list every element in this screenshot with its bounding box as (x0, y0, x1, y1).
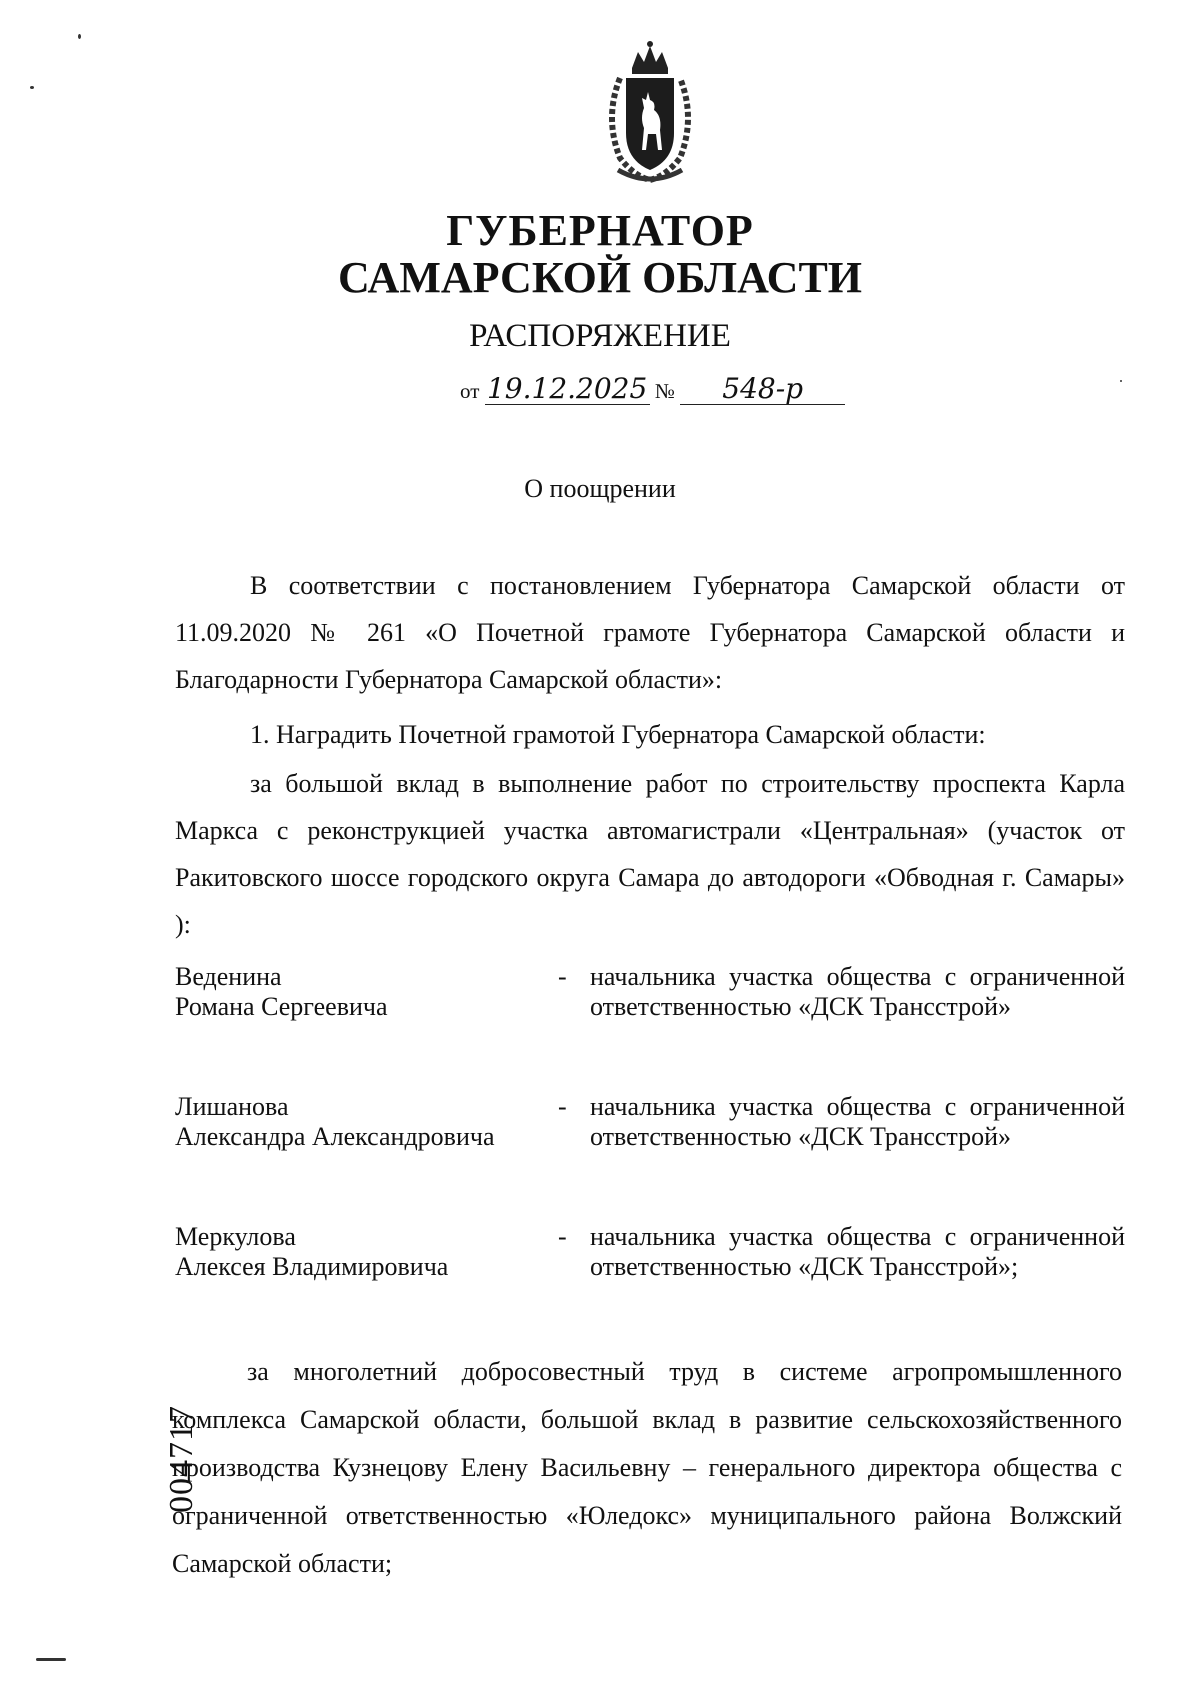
recipient-position: начальника участка общества с ограниченной ответственностью «ДСК Трансстрой» (590, 962, 1125, 1021)
scan-speck (78, 34, 81, 39)
recipient-given-names: Алексея Владимировича (175, 1252, 449, 1281)
recipient-surname: Меркулова (175, 1222, 296, 1251)
document-type: РАСПОРЯЖЕНИЕ (469, 318, 731, 354)
recipient-surname: Веденина (175, 962, 282, 991)
recipient-name (175, 1092, 555, 1152)
award-reason-1: за большой вклад в выполнение работ по строительству проспекта Карла Маркса с реконструкцией участка автомагистрали «Центральная» (участок от Ракитовского шоссе городского округа Самара до автодороги «Обводная г. Самары» ): (175, 769, 1125, 939)
date-number-line (460, 374, 845, 405)
issuer-title-line1: ГУБЕРНАТОР (446, 206, 754, 255)
margin-serial-number: 004717 (163, 1405, 200, 1513)
award-reason-2: за многолетний добросовестный труд в системе агропромышленного комплекса Самарской области, большой вклад в развитие сельскохозяйственного производства Кузнецову Елену Васильевну – генерального директора общества с ограниченной ответственностью «Юледокс» муниципального района Волжский Самарской области; (172, 1357, 1122, 1578)
scan-speck (1120, 380, 1122, 382)
separator-dash: - (558, 1092, 567, 1121)
handwritten-number: 548-р (680, 374, 845, 405)
scan-speck (36, 1658, 66, 1661)
recipient-given-names: Романа Сергеевича (175, 992, 388, 1021)
scan-speck (30, 86, 34, 89)
recipient-position: начальника участка общества с ограниченной ответственностью «ДСК Трансстрой»; (590, 1222, 1125, 1281)
item-1-heading: 1. Наградить Почетной грамотой Губернатора Самарской области: (250, 720, 986, 749)
recipient-name (175, 1222, 555, 1282)
separator-dash: - (558, 962, 567, 991)
number-prefix: № (654, 379, 675, 403)
recipient-given-names: Александра Александровича (175, 1122, 495, 1151)
recipient-surname: Лишанова (175, 1092, 289, 1121)
recipient-position: начальника участка общества с ограниченной ответственностью «ДСК Трансстрой» (590, 1092, 1125, 1151)
issuer-title-line2: САМАРСКОЙ ОБЛАСТИ (337, 253, 863, 302)
coat-of-arms-icon (590, 38, 710, 188)
handwritten-date: 19.12.2025 (485, 374, 650, 405)
document-subject: О поощрении (524, 474, 676, 503)
recipient-name (175, 962, 555, 1022)
date-prefix: от (460, 379, 480, 403)
separator-dash: - (558, 1222, 567, 1251)
intro-paragraph: В соответствии с постановлением Губернатора Самарской области от 11.09.2020 № 261 «О Почетной грамоте Губернатора Самарской области и Благодарности Губернатора Самарской области»: (175, 571, 1125, 694)
